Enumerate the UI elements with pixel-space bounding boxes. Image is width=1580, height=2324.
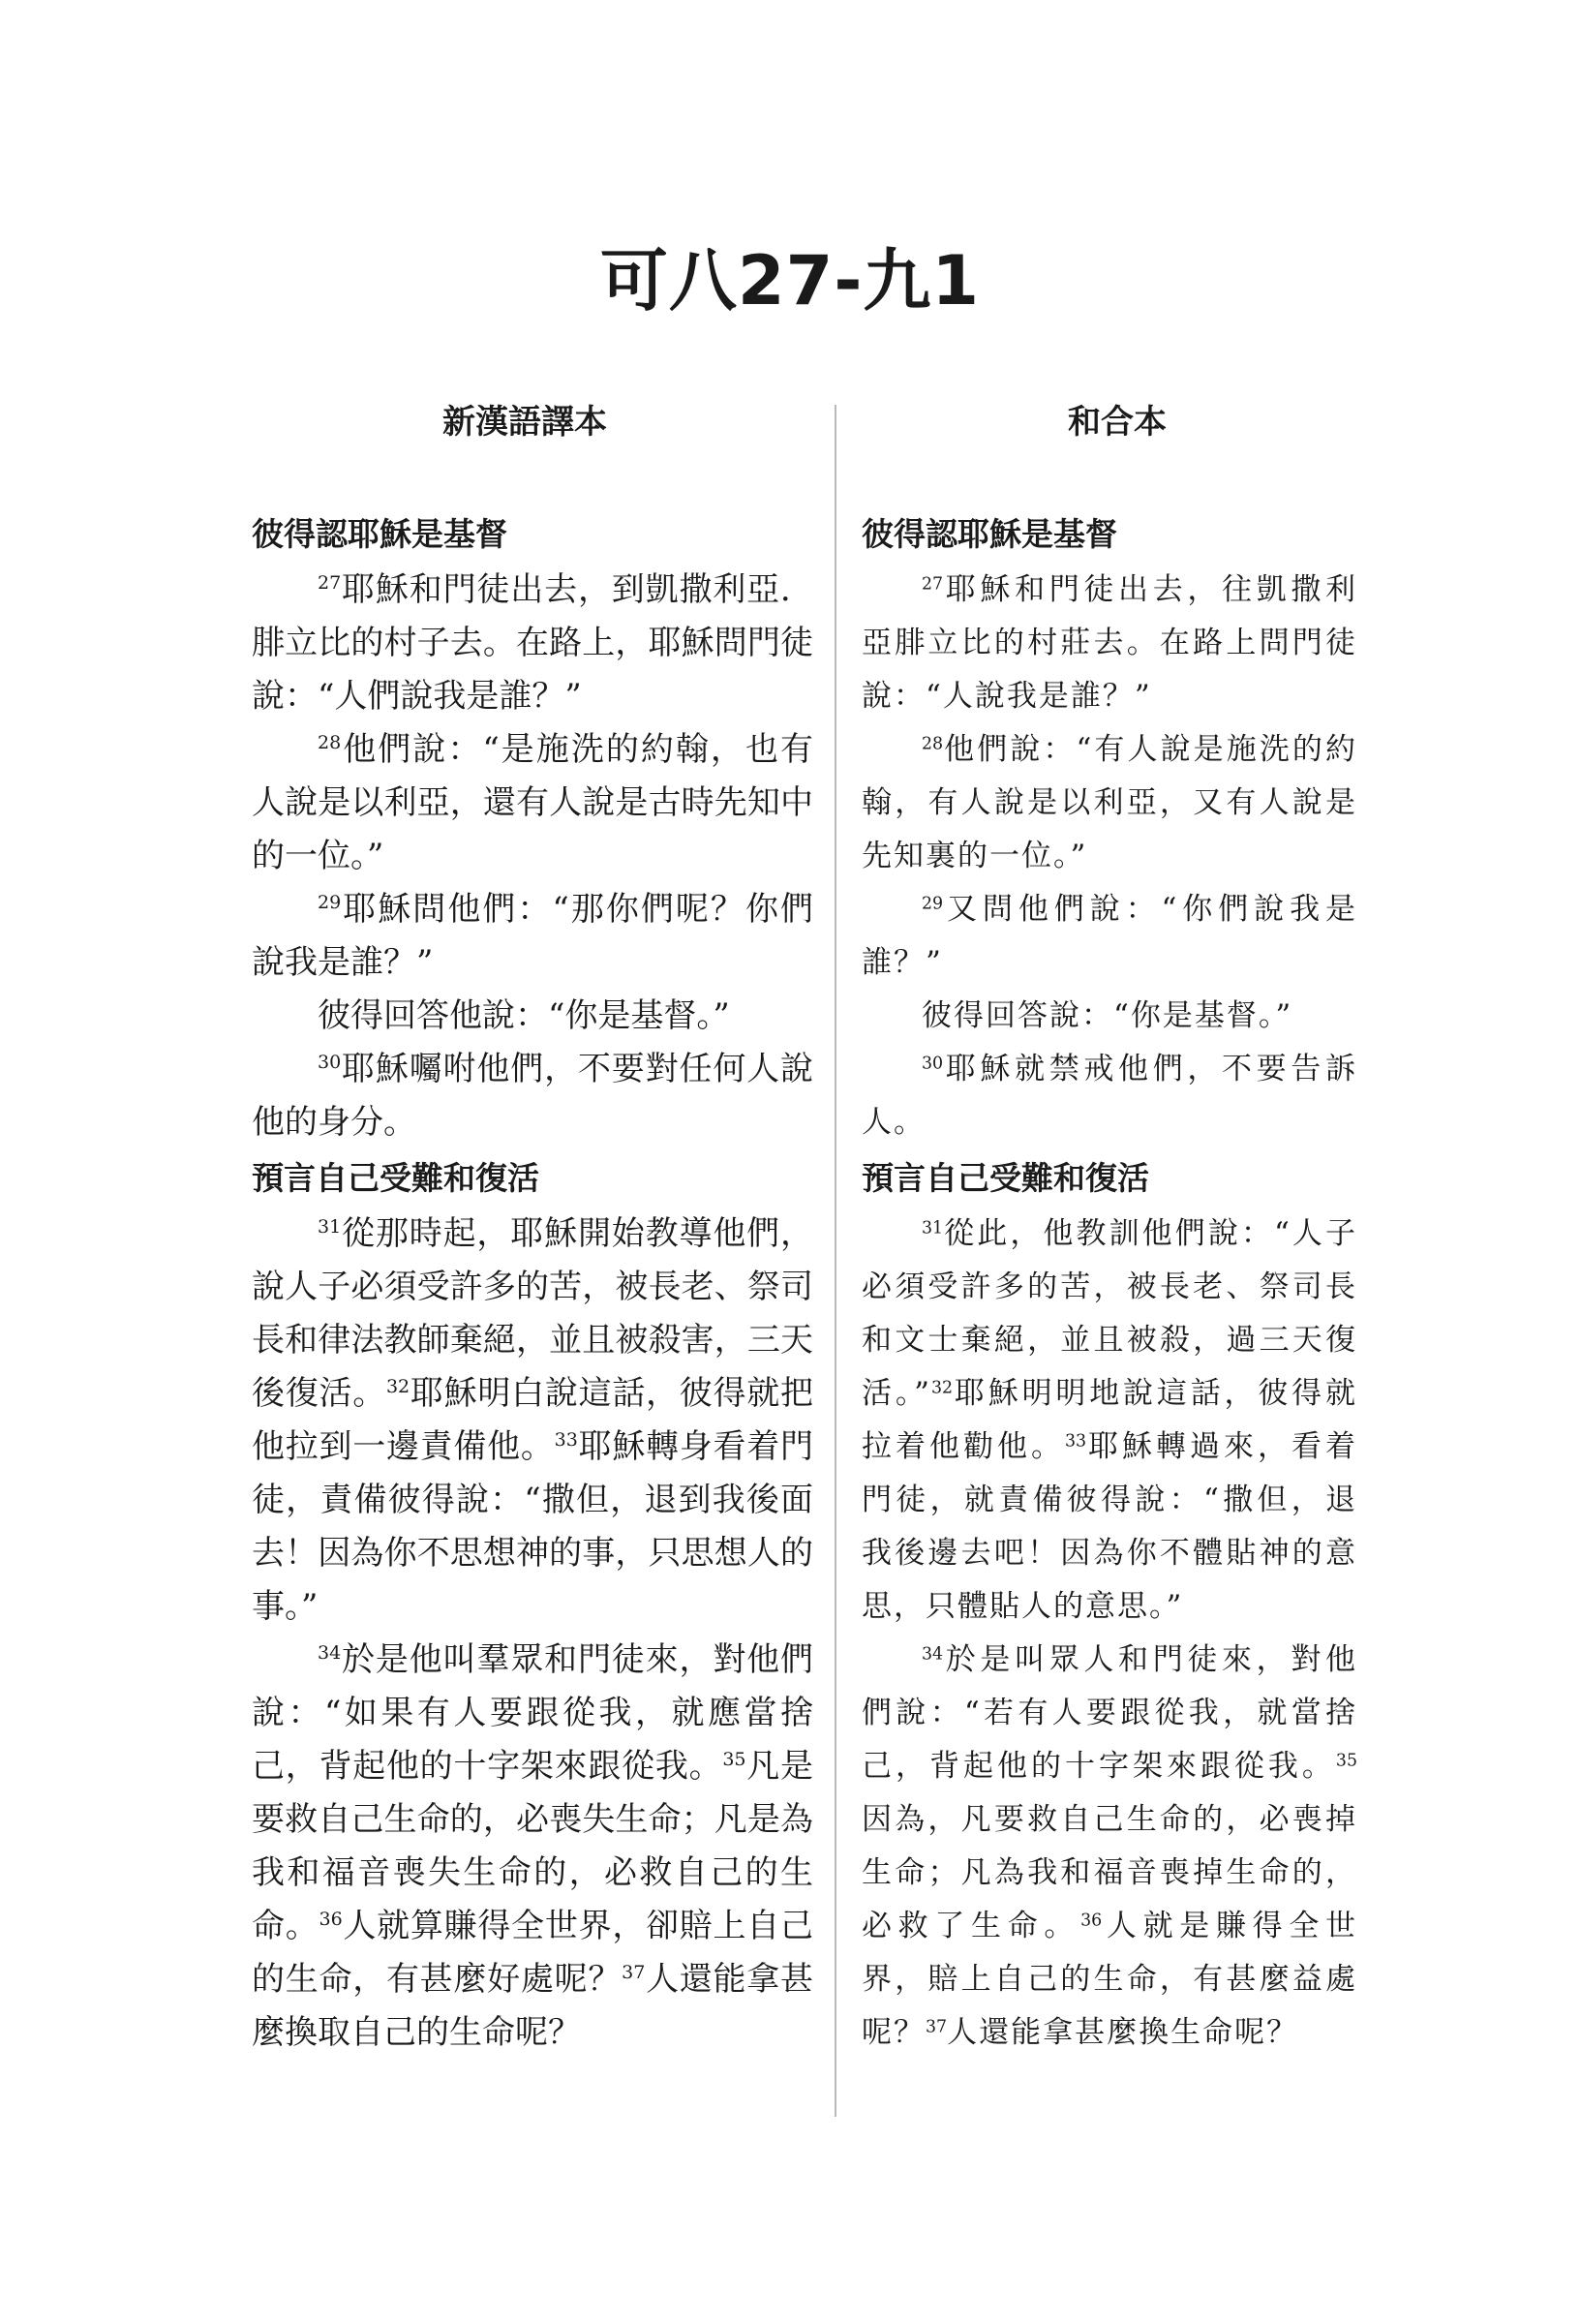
verse-text: 耶穌囑咐他們，不要對任何人說他的身分。 (252, 1050, 813, 1142)
verse-number: 27 (318, 572, 342, 595)
verse-number: 34 (318, 1642, 342, 1665)
verse-number: 33 (554, 1429, 578, 1452)
verse-paragraph (862, 1043, 1357, 1149)
verse-text: 他們說：“是施洗的約翰，也有人說是以利亞，還有人說是古時先知中的一位。” (252, 730, 813, 875)
verse-number: 35 (1335, 1751, 1357, 1771)
verse-number: 29 (318, 892, 342, 914)
verse-number: 28 (922, 734, 944, 754)
page-title: 可八27-九1 (599, 241, 981, 321)
verse-paragraph (862, 883, 1357, 990)
verse-paragraph (862, 1208, 1357, 1634)
verse-text: 於是叫眾人和門徒來，對他們說：“若有人要跟從我，就當捨己，背起他的十字架來跟從我。 (862, 1642, 1357, 1784)
verse-paragraph (252, 723, 813, 883)
verse-text: 人就算賺得全世界，卻賠上自己的生命，有甚麼好處呢？ (252, 1907, 814, 1999)
verse-number: 32 (931, 1378, 954, 1398)
verse-paragraph (862, 723, 1357, 883)
verse-paragraph (862, 990, 1357, 1043)
verse-number: 35 (722, 1749, 746, 1771)
verse-text: 他們說：“有人說是施洗的約翰，有人說是以利亞，又有人說是先知裏的一位。” (862, 732, 1357, 873)
verse-paragraph (252, 990, 813, 1043)
verse-text: 耶穌和門徒出去，到凱撒利亞．腓立比的村子去。在路上，耶穌問門徒說：“人們說我是誰？” (252, 570, 813, 716)
verse-text: 人還能拿甚麼換生命呢？ (947, 2015, 1299, 2050)
verse-paragraph (252, 1208, 813, 1634)
column-header-union-version: 和合本 (1068, 403, 1167, 442)
verse-text: 人就是賺得全世界，賠上自己的生命，有甚麼益處呢？ (862, 1909, 1358, 2050)
verse-text: 耶穌就禁戒他們，不要告訴人。 (862, 1052, 1357, 1140)
verse-number: 37 (926, 2017, 948, 2037)
verse-paragraph (252, 883, 813, 990)
verse-text: 耶穌明白說這話，彼得就把他拉到一邊責備他。 (252, 1374, 814, 1466)
verse-text: 耶穌明明地說這話，彼得就拉着他勸他。 (862, 1376, 1357, 1464)
verse-text: 於是他叫羣眾和門徒來，對他們說：“如果有人要跟從我，就應當捨己，背起他的十字架來跟從我。 (252, 1640, 813, 1786)
verse-number: 31 (318, 1216, 342, 1238)
verse-text: 人還能拿甚麼換取自己的生命呢？ (252, 1960, 814, 2052)
verse-text: 彼得回答他說：“你是基督。” (318, 996, 730, 1035)
verse-number: 37 (622, 1962, 646, 1984)
verse-number: 28 (318, 732, 342, 754)
left-column-text (252, 505, 813, 2060)
section-heading: 彼得認耶穌是基督 (252, 515, 507, 553)
verse-number: 30 (318, 1052, 342, 1074)
verse-text: 彼得回答說：“你是基督。” (922, 998, 1293, 1033)
verse-number: 36 (319, 1909, 343, 1931)
verse-number: 27 (922, 574, 944, 595)
section-heading: 預言自己受難和復活 (252, 1159, 539, 1197)
right-column-text (862, 505, 1357, 2060)
verse-paragraph (252, 1634, 813, 2060)
verse-text: 因為，凡要救自己生命的，必喪掉生命；凡為我和福音喪掉生命的，必救了生命。 (862, 1802, 1357, 1943)
section-heading: 預言自己受難和復活 (862, 1159, 1149, 1197)
verse-number: 36 (1080, 1911, 1103, 1931)
verse-paragraph (252, 564, 813, 723)
verse-number: 29 (922, 894, 944, 914)
column-header-new-chinese-version: 新漢語譯本 (442, 403, 607, 442)
verse-number: 30 (922, 1054, 944, 1074)
verse-number: 31 (922, 1218, 944, 1238)
verse-text: 耶穌問他們：“那你們呢？你們說我是誰？” (252, 890, 813, 982)
verse-number: 34 (922, 1644, 944, 1665)
verse-text: 凡是要救自己生命的，必喪失生命；凡是為我和福音喪失生命的，必救自己的生命。 (252, 1747, 814, 1945)
verse-text: 又問他們說：“你們說我是誰？” (862, 892, 1357, 980)
verse-text: 耶穌轉過來，看着門徒，就責備彼得說：“撒但，退我後邊去吧！因為你不體貼神的意思，只體貼人的意思。” (862, 1429, 1358, 1624)
verse-text: 耶穌和門徒出去，往凱撒利亞腓立比的村莊去。在路上問門徒說：“人說我是誰？” (862, 572, 1357, 714)
verse-text: 從那時起，耶穌開始教導他們，說人子必須受許多的苦，被長老、祭司長和律法教師棄絕，並且被殺害，三天後復活。 (252, 1214, 813, 1413)
verse-text: 耶穌轉身看着門徒，責備彼得說：“撒但，退到我後面去！因為你不思想神的事，只思想人的事。” (252, 1427, 814, 1626)
verse-paragraph (862, 564, 1357, 723)
verse-text: 從此，他教訓他們說：“人子必須受許多的苦，被長老、祭司長和文士棄絕，並且被殺，過三天復活。” (862, 1216, 1357, 1411)
section-heading: 彼得認耶穌是基督 (862, 515, 1117, 553)
verse-number: 32 (385, 1376, 410, 1398)
column-divider (835, 405, 836, 2117)
verse-paragraph (252, 1043, 813, 1149)
verse-paragraph (862, 1634, 1357, 2060)
verse-number: 33 (1064, 1431, 1087, 1452)
